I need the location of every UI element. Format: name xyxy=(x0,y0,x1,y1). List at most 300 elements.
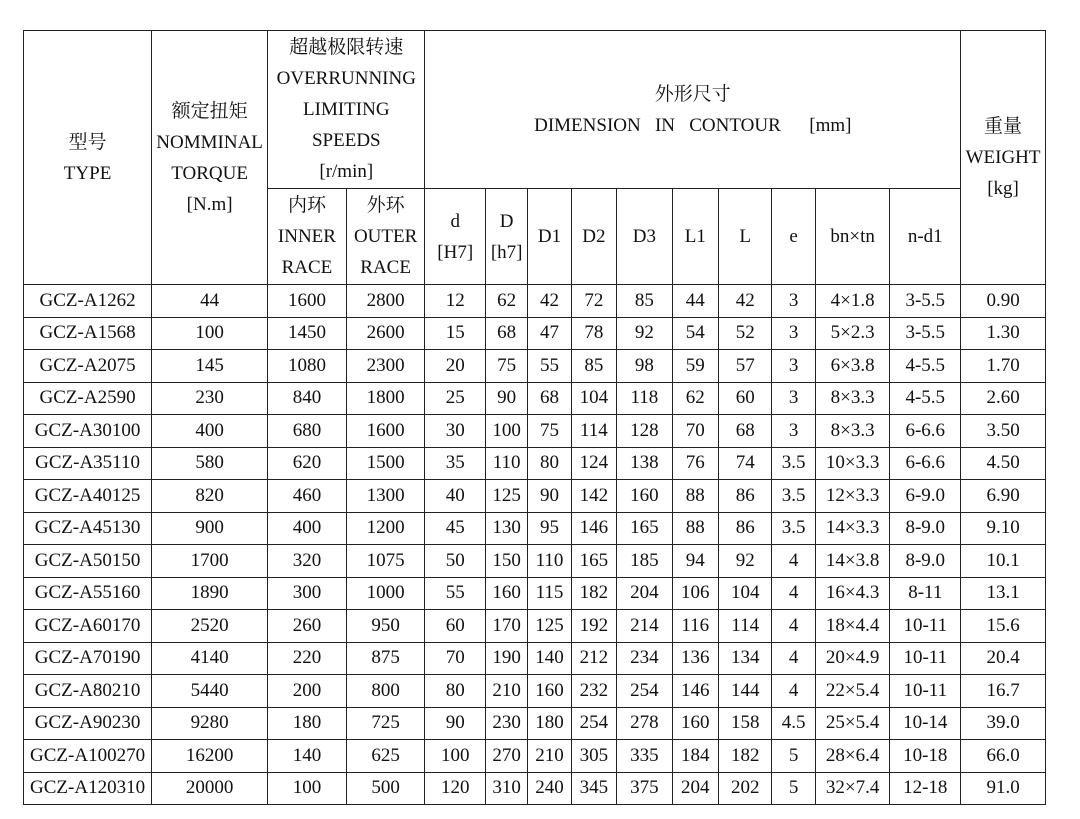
table-cell: 3 xyxy=(772,415,815,448)
table-cell: 20×4.9 xyxy=(815,642,890,675)
table-cell: 85 xyxy=(571,350,616,383)
table-cell: 106 xyxy=(672,577,718,610)
table-cell: 170 xyxy=(485,610,527,643)
table-cell: 114 xyxy=(571,415,616,448)
table-cell: 8×3.3 xyxy=(815,415,890,448)
header-e: e xyxy=(772,189,815,285)
table-cell: 60 xyxy=(718,382,771,415)
table-row xyxy=(24,480,1046,513)
table-cell: 210 xyxy=(528,740,571,773)
table-row xyxy=(24,382,1046,415)
table-row xyxy=(24,317,1046,350)
table-cell: GCZ-A70190 xyxy=(24,642,152,675)
table-cell: 45 xyxy=(425,512,486,545)
table-cell: 125 xyxy=(528,610,571,643)
table-row xyxy=(24,285,1046,318)
table-cell: 9.10 xyxy=(961,512,1046,545)
table-cell: 55 xyxy=(425,577,486,610)
table-cell: 1.70 xyxy=(961,350,1046,383)
table-cell: 52 xyxy=(718,317,771,350)
table-cell: 230 xyxy=(152,382,268,415)
table-cell: 94 xyxy=(672,545,718,578)
table-cell: 39.0 xyxy=(961,707,1046,740)
header-type xyxy=(24,31,152,285)
header-inner-en1: INNER xyxy=(277,226,336,247)
table-cell: 190 xyxy=(485,642,527,675)
header-D-label: D xyxy=(499,210,514,232)
table-cell: 0.90 xyxy=(961,285,1046,318)
table-cell: 86 xyxy=(718,480,771,513)
table-cell: 3.5 xyxy=(772,480,815,513)
table-cell: 210 xyxy=(485,675,527,708)
table-cell: 1000 xyxy=(346,577,425,610)
table-cell: 42 xyxy=(718,285,771,318)
table-cell: 16200 xyxy=(152,740,268,773)
table-cell: GCZ-A50150 xyxy=(24,545,152,578)
table-cell: 212 xyxy=(571,642,616,675)
table-cell: GCZ-A80210 xyxy=(24,675,152,708)
table-cell: 118 xyxy=(617,382,672,415)
table-row xyxy=(24,512,1046,545)
table-cell: 50 xyxy=(425,545,486,578)
table-cell: 4 xyxy=(772,642,815,675)
header-d-tol: [H7] xyxy=(437,241,474,263)
header-outer-en2: RACE xyxy=(360,257,411,278)
table-cell: 3.5 xyxy=(772,512,815,545)
table-cell: 47 xyxy=(528,317,571,350)
table-cell: GCZ-A30100 xyxy=(24,415,152,448)
table-cell: 100 xyxy=(268,772,347,805)
table-cell: 4-5.5 xyxy=(890,350,961,383)
table-cell: 2600 xyxy=(346,317,425,350)
table-cell: 14×3.3 xyxy=(815,512,890,545)
header-torque-unit: [N.m] xyxy=(186,193,233,215)
table-cell: 116 xyxy=(672,610,718,643)
table-cell: 345 xyxy=(571,772,616,805)
table-cell: 3-5.5 xyxy=(890,317,961,350)
table-cell: 182 xyxy=(571,577,616,610)
table-cell: 35 xyxy=(425,447,486,480)
table-cell: 3.5 xyxy=(772,447,815,480)
table-cell: 20000 xyxy=(152,772,268,805)
table-cell: 1.30 xyxy=(961,317,1046,350)
table-row xyxy=(24,642,1046,675)
table-cell: 5 xyxy=(772,740,815,773)
table-cell: 100 xyxy=(485,415,527,448)
table-row xyxy=(24,675,1046,708)
table-cell: GCZ-A35110 xyxy=(24,447,152,480)
table-cell: 130 xyxy=(485,512,527,545)
table-cell: 104 xyxy=(571,382,616,415)
table-cell: 254 xyxy=(571,707,616,740)
table-cell: 68 xyxy=(528,382,571,415)
table-cell: 4.5 xyxy=(772,707,815,740)
table-cell: 25 xyxy=(425,382,486,415)
table-cell: 15 xyxy=(425,317,486,350)
table-cell: 158 xyxy=(718,707,771,740)
table-cell: 28×6.4 xyxy=(815,740,890,773)
header-L: L xyxy=(718,189,771,285)
header-speeds-en1: OVERRUNNING xyxy=(276,68,416,89)
table-cell: 278 xyxy=(617,707,672,740)
table-cell: 3 xyxy=(772,285,815,318)
table-cell: 240 xyxy=(528,772,571,805)
table-cell: GCZ-A1262 xyxy=(24,285,152,318)
table-cell: 142 xyxy=(571,480,616,513)
table-cell: 4 xyxy=(772,577,815,610)
table-cell: 15.6 xyxy=(961,610,1046,643)
table-cell: 14×3.8 xyxy=(815,545,890,578)
table-cell: 72 xyxy=(571,285,616,318)
header-dimension-en: DIMENSION IN CONTOUR [mm] xyxy=(534,114,852,136)
table-cell: 5 xyxy=(772,772,815,805)
table-cell: 5×2.3 xyxy=(815,317,890,350)
table-cell: 60 xyxy=(425,610,486,643)
table-cell: 20 xyxy=(425,350,486,383)
table-cell: 160 xyxy=(485,577,527,610)
table-cell: 140 xyxy=(268,740,347,773)
table-cell: 160 xyxy=(672,707,718,740)
table-cell: 10-11 xyxy=(890,642,961,675)
table-cell: 75 xyxy=(528,415,571,448)
table-cell: 400 xyxy=(152,415,268,448)
table-cell: 620 xyxy=(268,447,347,480)
header-outer-cn: 外环 xyxy=(366,195,405,216)
table-cell: 95 xyxy=(528,512,571,545)
table-cell: 74 xyxy=(718,447,771,480)
table-cell: 92 xyxy=(718,545,771,578)
table-cell: 8×3.3 xyxy=(815,382,890,415)
table-cell: 44 xyxy=(152,285,268,318)
header-inner-race xyxy=(268,189,347,285)
table-cell: 460 xyxy=(268,480,347,513)
table-cell: 75 xyxy=(485,350,527,383)
table-row xyxy=(24,740,1046,773)
table-cell: 62 xyxy=(672,382,718,415)
table-cell: 220 xyxy=(268,642,347,675)
table-cell: 66.0 xyxy=(961,740,1046,773)
table-cell: GCZ-A2075 xyxy=(24,350,152,383)
table-cell: 2800 xyxy=(346,285,425,318)
table-cell: 2.60 xyxy=(961,382,1046,415)
header-d xyxy=(425,189,486,285)
table-cell: 146 xyxy=(571,512,616,545)
table-cell: 375 xyxy=(617,772,672,805)
table-cell: 160 xyxy=(617,480,672,513)
header-outer-en1: OUTER xyxy=(353,226,418,247)
header-n-d1: n-d1 xyxy=(890,189,961,285)
table-cell: 1300 xyxy=(346,480,425,513)
table-cell: 1080 xyxy=(268,350,347,383)
table-cell: 128 xyxy=(617,415,672,448)
table-cell: 12 xyxy=(425,285,486,318)
table-cell: 185 xyxy=(617,545,672,578)
table-cell: 3.50 xyxy=(961,415,1046,448)
table-row xyxy=(24,545,1046,578)
table-cell: 1600 xyxy=(346,415,425,448)
table-cell: 12×3.3 xyxy=(815,480,890,513)
header-type-en: TYPE xyxy=(63,162,112,184)
table-cell: 800 xyxy=(346,675,425,708)
table-cell: 320 xyxy=(268,545,347,578)
table-cell: 25×5.4 xyxy=(815,707,890,740)
table-row xyxy=(24,415,1046,448)
table-cell: 110 xyxy=(528,545,571,578)
table-cell: 165 xyxy=(571,545,616,578)
table-cell: 200 xyxy=(268,675,347,708)
table-cell: GCZ-A2590 xyxy=(24,382,152,415)
table-cell: 8-9.0 xyxy=(890,512,961,545)
header-weight-unit: [kg] xyxy=(987,178,1019,199)
table-cell: 145 xyxy=(152,350,268,383)
table-cell: 80 xyxy=(425,675,486,708)
header-torque-en1: NOMMINAL xyxy=(156,131,263,153)
table-cell: 900 xyxy=(152,512,268,545)
table-cell: 2300 xyxy=(346,350,425,383)
table-cell: 2520 xyxy=(152,610,268,643)
table-cell: 10×3.3 xyxy=(815,447,890,480)
table-cell: 184 xyxy=(672,740,718,773)
specification-table xyxy=(23,30,1046,805)
header-torque-en2: TORQUE xyxy=(171,162,248,184)
table-cell: 13.1 xyxy=(961,577,1046,610)
table-cell: 114 xyxy=(718,610,771,643)
table-cell: 146 xyxy=(672,675,718,708)
table-cell: 104 xyxy=(718,577,771,610)
table-cell: 16×4.3 xyxy=(815,577,890,610)
table-cell: 6-6.6 xyxy=(890,447,961,480)
header-dimension-cn: 外形尺寸 xyxy=(654,83,731,105)
table-cell: 62 xyxy=(485,285,527,318)
table-cell: 335 xyxy=(617,740,672,773)
table-cell: 6×3.8 xyxy=(815,350,890,383)
table-cell: 500 xyxy=(346,772,425,805)
table-cell: 180 xyxy=(528,707,571,740)
table-cell: 580 xyxy=(152,447,268,480)
table-cell: 88 xyxy=(672,512,718,545)
table-cell: 5440 xyxy=(152,675,268,708)
header-speeds-en3: SPEEDS xyxy=(311,130,381,151)
header-speeds-cn: 超越极限转速 xyxy=(289,37,404,58)
table-cell: 4 xyxy=(772,675,815,708)
table-cell: 725 xyxy=(346,707,425,740)
header-d-label: d xyxy=(450,210,460,232)
table-cell: 625 xyxy=(346,740,425,773)
table-cell: 92 xyxy=(617,317,672,350)
table-cell: 1890 xyxy=(152,577,268,610)
table-cell: 80 xyxy=(528,447,571,480)
table-cell: 1075 xyxy=(346,545,425,578)
table-cell: 44 xyxy=(672,285,718,318)
header-D-tol: [h7] xyxy=(490,241,523,263)
table-cell: 22×5.4 xyxy=(815,675,890,708)
table-cell: 3 xyxy=(772,350,815,383)
table-cell: GCZ-A60170 xyxy=(24,610,152,643)
table-cell: 90 xyxy=(425,707,486,740)
table-row xyxy=(24,447,1046,480)
table-row xyxy=(24,350,1046,383)
table-cell: 4140 xyxy=(152,642,268,675)
table-cell: 9280 xyxy=(152,707,268,740)
table-cell: 820 xyxy=(152,480,268,513)
table-cell: 192 xyxy=(571,610,616,643)
header-weight-en: WEIGHT xyxy=(965,147,1041,168)
table-row xyxy=(24,772,1046,805)
table-cell: 165 xyxy=(617,512,672,545)
table-cell: 88 xyxy=(672,480,718,513)
table-cell: 86 xyxy=(718,512,771,545)
table-cell: 254 xyxy=(617,675,672,708)
header-bn-tn: bn×tn xyxy=(815,189,890,285)
table-cell: 232 xyxy=(571,675,616,708)
header-D2: D2 xyxy=(571,189,616,285)
table-cell: 1500 xyxy=(346,447,425,480)
table-cell: 42 xyxy=(528,285,571,318)
table-cell: 4.50 xyxy=(961,447,1046,480)
table-cell: 1450 xyxy=(268,317,347,350)
table-cell: 138 xyxy=(617,447,672,480)
table-cell: 115 xyxy=(528,577,571,610)
header-D xyxy=(485,189,527,285)
table-cell: 10.1 xyxy=(961,545,1046,578)
table-cell: 160 xyxy=(528,675,571,708)
table-cell: 6.90 xyxy=(961,480,1046,513)
table-cell: 182 xyxy=(718,740,771,773)
table-cell: 270 xyxy=(485,740,527,773)
table-cell: 150 xyxy=(485,545,527,578)
table-cell: 12-18 xyxy=(890,772,961,805)
header-D3: D3 xyxy=(617,189,672,285)
table-cell: 4×1.8 xyxy=(815,285,890,318)
header-outer-race xyxy=(346,189,425,285)
table-cell: 40 xyxy=(425,480,486,513)
header-speeds xyxy=(268,31,425,189)
table-cell: 20.4 xyxy=(961,642,1046,675)
table-cell: 230 xyxy=(485,707,527,740)
table-cell: 680 xyxy=(268,415,347,448)
table-cell: 234 xyxy=(617,642,672,675)
table-cell: 1800 xyxy=(346,382,425,415)
header-D1: D1 xyxy=(528,189,571,285)
table-cell: 1700 xyxy=(152,545,268,578)
header-L1: L1 xyxy=(672,189,718,285)
table-cell: GCZ-A1568 xyxy=(24,317,152,350)
table-cell: 125 xyxy=(485,480,527,513)
header-speeds-unit: [r/min] xyxy=(319,161,374,182)
table-cell: 54 xyxy=(672,317,718,350)
table-cell: 57 xyxy=(718,350,771,383)
table-cell: 3-5.5 xyxy=(890,285,961,318)
table-cell: 8-11 xyxy=(890,577,961,610)
table-cell: 10-14 xyxy=(890,707,961,740)
table-cell: 90 xyxy=(485,382,527,415)
table-body xyxy=(24,285,1046,805)
table-cell: 144 xyxy=(718,675,771,708)
table-cell: GCZ-A55160 xyxy=(24,577,152,610)
table-cell: 204 xyxy=(672,772,718,805)
header-torque-cn: 额定扭矩 xyxy=(171,100,248,122)
header-speeds-en2: LIMITING xyxy=(303,99,390,120)
table-cell: 18×4.4 xyxy=(815,610,890,643)
table-cell: 202 xyxy=(718,772,771,805)
table-cell: 78 xyxy=(571,317,616,350)
table-cell: 32×7.4 xyxy=(815,772,890,805)
table-cell: 875 xyxy=(346,642,425,675)
table-cell: 16.7 xyxy=(961,675,1046,708)
table-cell: 1200 xyxy=(346,512,425,545)
header-inner-cn: 内环 xyxy=(287,195,326,216)
table-cell: 3 xyxy=(772,317,815,350)
table-cell: 204 xyxy=(617,577,672,610)
table-cell: 840 xyxy=(268,382,347,415)
table-cell: 10-18 xyxy=(890,740,961,773)
header-inner-en2: RACE xyxy=(281,257,333,278)
table-row xyxy=(24,707,1046,740)
table-cell: 70 xyxy=(425,642,486,675)
table-cell: 59 xyxy=(672,350,718,383)
header-torque xyxy=(152,31,268,285)
table-cell: 10-11 xyxy=(890,675,961,708)
table-cell: 134 xyxy=(718,642,771,675)
table-cell: 30 xyxy=(425,415,486,448)
table-cell: 124 xyxy=(571,447,616,480)
table-cell: 4 xyxy=(772,545,815,578)
table-cell: GCZ-A100270 xyxy=(24,740,152,773)
table-cell: 4 xyxy=(772,610,815,643)
table-cell: 6-6.6 xyxy=(890,415,961,448)
table-cell: 4-5.5 xyxy=(890,382,961,415)
table-cell: 90 xyxy=(528,480,571,513)
table-cell: GCZ-A90230 xyxy=(24,707,152,740)
table-cell: 10-11 xyxy=(890,610,961,643)
table-cell: 140 xyxy=(528,642,571,675)
table-cell: GCZ-A45130 xyxy=(24,512,152,545)
table-cell: 260 xyxy=(268,610,347,643)
table-cell: GCZ-A120310 xyxy=(24,772,152,805)
header-type-cn: 型号 xyxy=(68,131,107,153)
table-cell: 68 xyxy=(485,317,527,350)
table-cell: 310 xyxy=(485,772,527,805)
table-cell: 214 xyxy=(617,610,672,643)
header-weight-cn: 重量 xyxy=(984,116,1023,137)
table-row xyxy=(24,577,1046,610)
table-cell: 100 xyxy=(152,317,268,350)
table-cell: 400 xyxy=(268,512,347,545)
table-cell: 180 xyxy=(268,707,347,740)
table-cell: 76 xyxy=(672,447,718,480)
table-cell: GCZ-A40125 xyxy=(24,480,152,513)
table-cell: 70 xyxy=(672,415,718,448)
table-cell: 98 xyxy=(617,350,672,383)
table-cell: 85 xyxy=(617,285,672,318)
table-cell: 136 xyxy=(672,642,718,675)
header-dimension xyxy=(425,31,961,189)
table-cell: 6-9.0 xyxy=(890,480,961,513)
table-cell: 110 xyxy=(485,447,527,480)
header-weight xyxy=(961,31,1046,285)
table-cell: 305 xyxy=(571,740,616,773)
table-cell: 100 xyxy=(425,740,486,773)
table-cell: 68 xyxy=(718,415,771,448)
table-cell: 91.0 xyxy=(961,772,1046,805)
table-cell: 3 xyxy=(772,382,815,415)
table-cell: 55 xyxy=(528,350,571,383)
table-cell: 1600 xyxy=(268,285,347,318)
table-cell: 120 xyxy=(425,772,486,805)
table-cell: 8-9.0 xyxy=(890,545,961,578)
table-cell: 950 xyxy=(346,610,425,643)
table-cell: 300 xyxy=(268,577,347,610)
